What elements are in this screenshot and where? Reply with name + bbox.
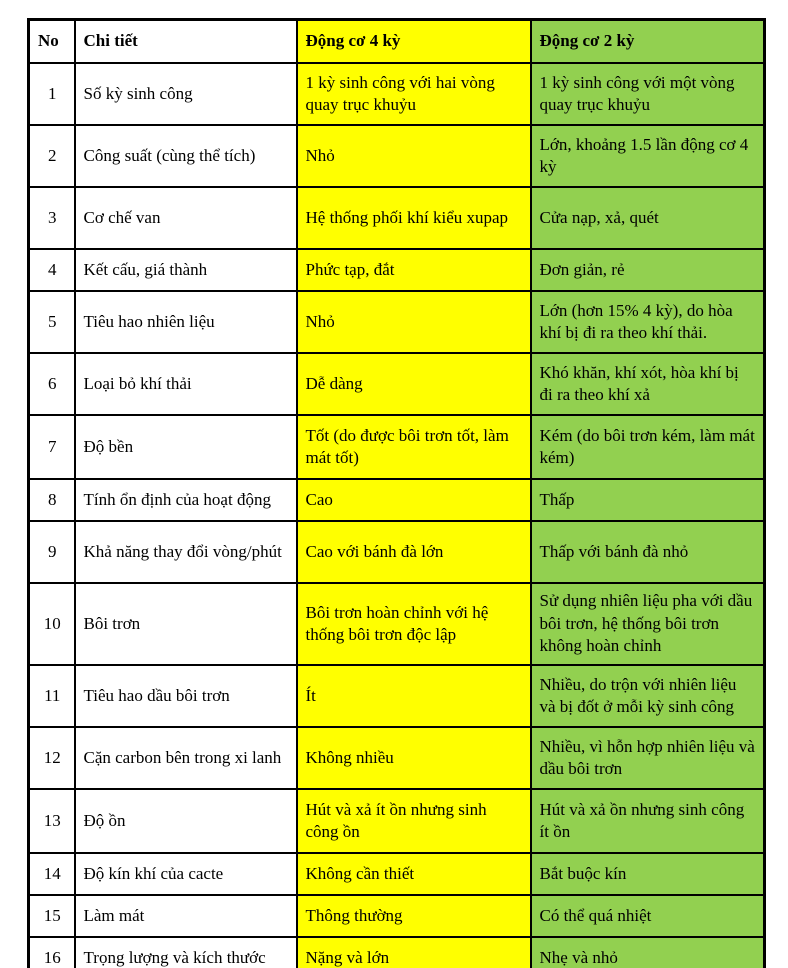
detail-cell: Cặn carbon bên trong xi lanh bbox=[75, 727, 297, 789]
four-stroke-cell: Ít bbox=[297, 665, 531, 727]
two-stroke-cell: Kém (do bôi trơn kém, làm mát kém) bbox=[531, 415, 765, 479]
four-stroke-cell: Cao với bánh đà lớn bbox=[297, 521, 531, 583]
row-number: 15 bbox=[29, 895, 75, 937]
four-stroke-cell: Phức tạp, đắt bbox=[297, 249, 531, 291]
two-stroke-cell: Cửa nạp, xả, quét bbox=[531, 187, 765, 249]
detail-cell: Bôi trơn bbox=[75, 583, 297, 665]
table-header bbox=[29, 20, 765, 64]
row-number: 8 bbox=[29, 479, 75, 521]
detail-cell: Cơ chế van bbox=[75, 187, 297, 249]
header-no: No bbox=[29, 20, 75, 64]
table-row bbox=[29, 727, 765, 789]
detail-cell: Tính ổn định của hoạt động bbox=[75, 479, 297, 521]
two-stroke-cell: Sử dụng nhiên liệu pha với dầu bôi trơn, hệ thống bôi trơn không hoàn chỉnh bbox=[531, 583, 765, 665]
detail-cell: Công suất (cùng thể tích) bbox=[75, 125, 297, 187]
row-number: 12 bbox=[29, 727, 75, 789]
two-stroke-cell: Khó khăn, khí xót, hòa khí bị đi ra theo khí xả bbox=[531, 353, 765, 415]
detail-cell: Tiêu hao dầu bôi trơn bbox=[75, 665, 297, 727]
four-stroke-cell: Không cần thiết bbox=[297, 853, 531, 895]
detail-cell: Kết cấu, giá thành bbox=[75, 249, 297, 291]
table-row bbox=[29, 249, 765, 291]
two-stroke-cell: 1 kỳ sinh công với một vòng quay trục khuỷu bbox=[531, 63, 765, 125]
two-stroke-cell: Nhiều, do trộn với nhiên liệu và bị đốt ở mỗi kỳ sinh công bbox=[531, 665, 765, 727]
table-row bbox=[29, 789, 765, 853]
table-row bbox=[29, 853, 765, 895]
table-row bbox=[29, 937, 765, 968]
table-row bbox=[29, 291, 765, 353]
four-stroke-cell: 1 kỳ sinh công với hai vòng quay trục khuỷu bbox=[297, 63, 531, 125]
detail-cell: Làm mát bbox=[75, 895, 297, 937]
detail-cell: Độ bền bbox=[75, 415, 297, 479]
table-row bbox=[29, 353, 765, 415]
four-stroke-cell: Không nhiều bbox=[297, 727, 531, 789]
four-stroke-cell: Nhỏ bbox=[297, 125, 531, 187]
table-row bbox=[29, 521, 765, 583]
row-number: 2 bbox=[29, 125, 75, 187]
detail-cell: Độ kín khí của cacte bbox=[75, 853, 297, 895]
row-number: 1 bbox=[29, 63, 75, 125]
two-stroke-cell: Bắt buộc kín bbox=[531, 853, 765, 895]
two-stroke-cell: Nhẹ và nhỏ bbox=[531, 937, 765, 968]
row-number: 6 bbox=[29, 353, 75, 415]
row-number: 16 bbox=[29, 937, 75, 968]
table-row bbox=[29, 187, 765, 249]
two-stroke-cell: Đơn giản, rẻ bbox=[531, 249, 765, 291]
table-row bbox=[29, 895, 765, 937]
two-stroke-cell: Thấp bbox=[531, 479, 765, 521]
engine-comparison-table bbox=[27, 18, 766, 968]
detail-cell: Tiêu hao nhiên liệu bbox=[75, 291, 297, 353]
row-number: 9 bbox=[29, 521, 75, 583]
two-stroke-cell: Thấp với bánh đà nhỏ bbox=[531, 521, 765, 583]
table-row bbox=[29, 665, 765, 727]
detail-cell: Số kỳ sinh công bbox=[75, 63, 297, 125]
row-number: 11 bbox=[29, 665, 75, 727]
header-row bbox=[29, 20, 765, 64]
four-stroke-cell: Thông thường bbox=[297, 895, 531, 937]
two-stroke-cell: Nhiều, vì hỗn hợp nhiên liệu và dầu bôi trơn bbox=[531, 727, 765, 789]
four-stroke-cell: Dễ dàng bbox=[297, 353, 531, 415]
detail-cell: Trọng lượng và kích thước bbox=[75, 937, 297, 968]
two-stroke-cell: Có thể quá nhiệt bbox=[531, 895, 765, 937]
table-row bbox=[29, 63, 765, 125]
table-row bbox=[29, 583, 765, 665]
detail-cell: Độ ồn bbox=[75, 789, 297, 853]
row-number: 14 bbox=[29, 853, 75, 895]
row-number: 13 bbox=[29, 789, 75, 853]
four-stroke-cell: Nặng và lớn bbox=[297, 937, 531, 968]
row-number: 3 bbox=[29, 187, 75, 249]
four-stroke-cell: Bôi trơn hoàn chỉnh với hệ thống bôi trơn độc lập bbox=[297, 583, 531, 665]
table-body bbox=[29, 63, 765, 968]
four-stroke-cell: Cao bbox=[297, 479, 531, 521]
row-number: 4 bbox=[29, 249, 75, 291]
two-stroke-cell: Lớn, khoảng 1.5 lần động cơ 4 kỳ bbox=[531, 125, 765, 187]
row-number: 7 bbox=[29, 415, 75, 479]
header-four-stroke: Động cơ 4 kỳ bbox=[297, 20, 531, 64]
four-stroke-cell: Hệ thống phối khí kiểu xupap bbox=[297, 187, 531, 249]
two-stroke-cell: Hút và xả ồn nhưng sinh công ít ồn bbox=[531, 789, 765, 853]
header-two-stroke: Động cơ 2 kỳ bbox=[531, 20, 765, 64]
four-stroke-cell: Nhỏ bbox=[297, 291, 531, 353]
detail-cell: Khả năng thay đổi vòng/phút bbox=[75, 521, 297, 583]
table-row bbox=[29, 479, 765, 521]
four-stroke-cell: Hút và xả ít ồn nhưng sinh công ồn bbox=[297, 789, 531, 853]
table-row bbox=[29, 415, 765, 479]
two-stroke-cell: Lớn (hơn 15% 4 kỳ), do hòa khí bị đi ra theo khí thải. bbox=[531, 291, 765, 353]
row-number: 5 bbox=[29, 291, 75, 353]
row-number: 10 bbox=[29, 583, 75, 665]
detail-cell: Loại bỏ khí thải bbox=[75, 353, 297, 415]
table-row bbox=[29, 125, 765, 187]
four-stroke-cell: Tốt (do được bôi trơn tốt, làm mát tốt) bbox=[297, 415, 531, 479]
header-detail: Chi tiết bbox=[75, 20, 297, 64]
